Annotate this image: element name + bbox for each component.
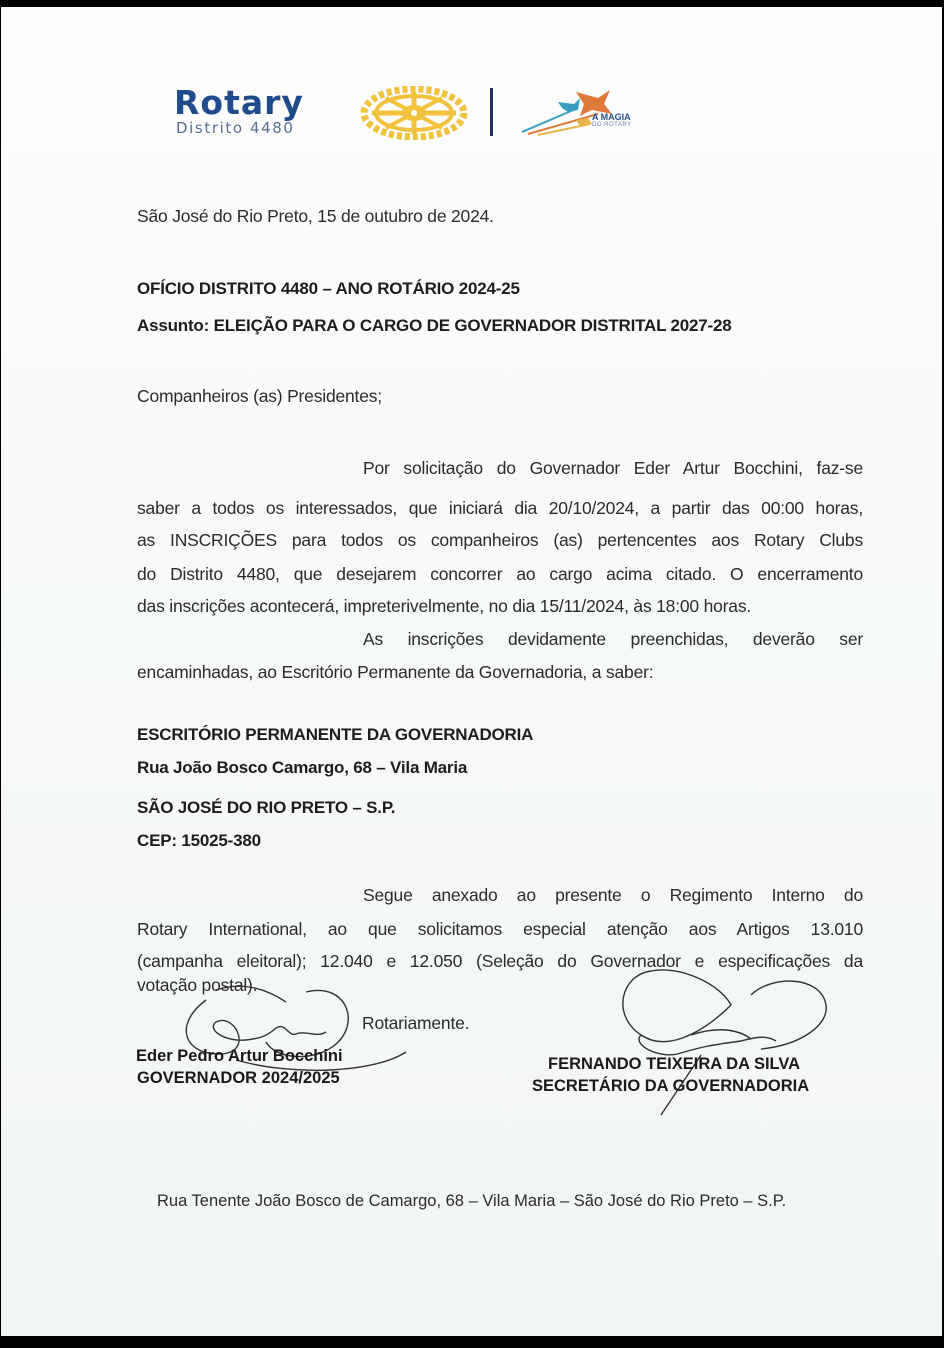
paragraph2-line: As inscrições devidamente preenchidas, deverão ser xyxy=(363,629,863,649)
magia-logo-title: A MAGIA xyxy=(592,112,631,122)
office-name: ESCRITÓRIO PERMANENTE DA GOVERNADORIA xyxy=(137,725,534,744)
rotary-logo-district: Distrito 4480 xyxy=(176,119,295,137)
office-cep: CEP: 15025-380 xyxy=(137,831,261,850)
paragraph3-line: votação postal). xyxy=(137,975,258,995)
paragraph1-line: das inscrições acontecerá, impreterivelmente, no dia 15/11/2024, às 18:00 horas. xyxy=(137,596,752,616)
magia-star-logo-icon xyxy=(518,86,678,136)
paragraph3-line: Segue anexado ao presente o Regimento Interno do xyxy=(363,885,863,905)
date-line: São José do Rio Preto, 15 de outubro de 2024. xyxy=(137,206,494,226)
rotary-logo-title: Rotary xyxy=(174,83,304,122)
paragraph3-line: (campanha eleitoral); 12.040 e 12.050 (Seleção do Governador e especificações da xyxy=(137,951,863,971)
paragraph1-line: do Distrito 4480, que desejarem concorrer ao cargo acima citado. O encerramento xyxy=(137,564,863,584)
footer-address: Rua Tenente João Bosco de Camargo, 68 – Vila Maria – São José do Rio Preto – S.P. xyxy=(157,1192,787,1210)
signatory-2-title: SECRETÁRIO DA GOVERNADORIA xyxy=(532,1077,810,1095)
magia-logo-subtitle: DO ROTARY xyxy=(592,122,632,128)
salutation: Companheiros (as) Presidentes; xyxy=(137,386,382,406)
paragraph1-line: saber a todos os interessados, que iniciará dia 20/10/2024, a partir das 00:00 horas, xyxy=(137,498,863,518)
paragraph3-line: Rotary International, ao que solicitamos especial atenção aos Artigos 13.010 xyxy=(137,919,863,939)
governor-signature-icon xyxy=(176,982,416,1082)
letter-page xyxy=(1,7,942,1336)
office-street: Rua João Bosco Camargo, 68 – Vila Maria xyxy=(137,758,468,777)
paragraph2-line: encaminhadas, ao Escritório Permanente da Governadoria, a saber: xyxy=(137,662,654,682)
paragraph1-line: as INSCRIÇÕES para todos os companheiros (as) pertencentes aos Rotary Clubs xyxy=(137,530,863,550)
signatory-2-name: FERNANDO TEIXEIRA DA SILVA xyxy=(548,1055,801,1073)
subject-line: Assunto: ELEIÇÃO PARA O CARGO DE GOVERNADOR DISTRITAL 2027-28 xyxy=(137,316,732,335)
office-city: SÃO JOSÉ DO RIO PRETO – S.P. xyxy=(137,798,396,817)
header-divider xyxy=(490,88,493,136)
signatory-1-title: GOVERNADOR 2024/2025 xyxy=(137,1069,340,1087)
reference-line: OFÍCIO DISTRITO 4480 – ANO ROTÁRIO 2024-25 xyxy=(137,279,520,298)
rotary-wheel-icon xyxy=(358,86,470,140)
paragraph1-line: Por solicitação do Governador Eder Artur Bocchini, faz-se xyxy=(363,458,863,478)
closing: Rotariamente. xyxy=(362,1013,470,1033)
signatory-1-name: Eder Pedro Artur Bocchini xyxy=(136,1047,343,1065)
